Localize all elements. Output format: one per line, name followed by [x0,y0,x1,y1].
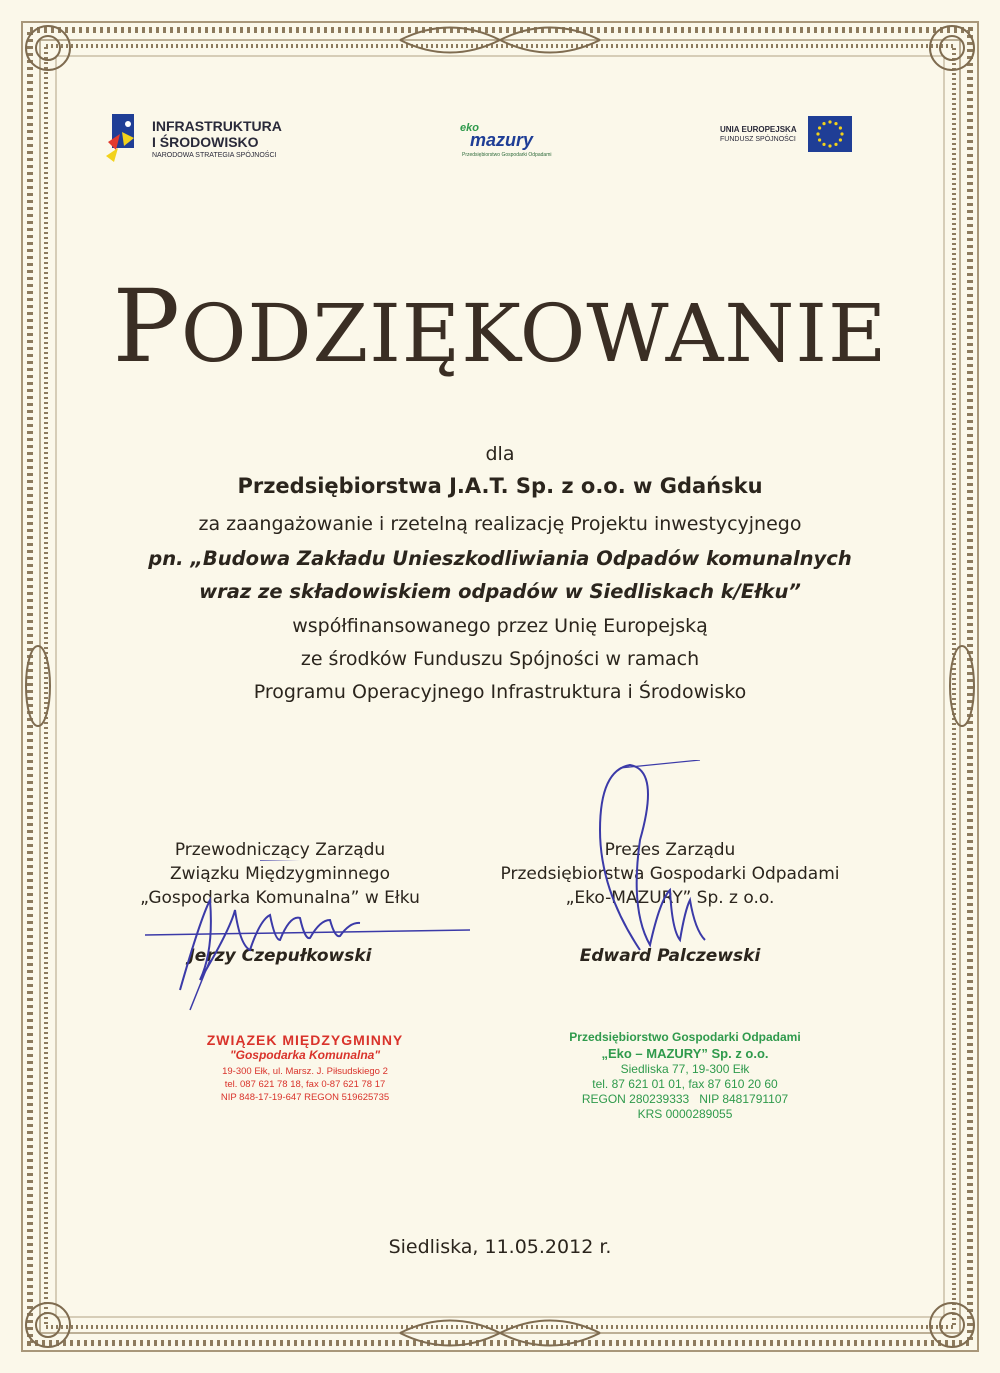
body-line-6: współfinansowanego przez Unię Europejską [292,615,708,637]
stamp-right-line2: „Eko – MAZURY” Sp. z o.o. [601,1046,769,1061]
stamp-right-line1: Przedsiębiorstwo Gospodarki Odpadami [569,1030,801,1044]
eko-logo-sub: Przedsiębiorstwo Gospodarki Odpadami [462,152,552,158]
document-title [0,268,1000,385]
stamp-left-line4: tel. 087 621 78 18, fax 0-87 621 78 17 [224,1079,386,1090]
title-rest: ODZIĘKOWANIE [180,287,888,380]
signatory-left-name: Jerzy Czepułkowski [188,946,372,966]
recipient-name: Przedsiębiorstwa J.A.T. Sp. z o.o. w Gdańsku [237,474,763,498]
body-line-1: dla [485,443,515,465]
eu-logo [700,116,852,152]
signatory-right-name: Edward Palczewski [579,946,761,966]
signatory-left-line1: Przewodniczący Zarządu [174,840,386,860]
stamp-left-line2: "Gospodarka Komunalna" [229,1048,381,1062]
signatory-right-line3: „Eko-MAZURY” Sp. z o.o. [565,888,775,908]
body-line-5: wraz ze składowiskiem odpadów w Siedliskach k/Ełku” [199,580,801,603]
eu-flag-icon [808,116,852,152]
body-line-7: ze środków Funduszu Spójności w ramach [300,648,700,670]
infrastruktura-emblem-icon [104,112,148,164]
stamp-left-line3: 19-300 Ełk, ul. Marsz. J. Piłsudskiego 2 [222,1066,388,1077]
body-line-3: za zaangażowanie i rzetelną realizację Projektu inwestycyjnego [198,513,802,535]
signature-left [140,860,500,1020]
eko-mazury-logo [456,122,552,162]
infrastruktura-logo [104,112,304,172]
signatory-left-line3: „Gospodarka Komunalna” w Ełku [140,888,420,908]
signatory-right-line2: Przedsiębiorstwa Gospodarki Odpadami [500,864,840,884]
issue-date: Siedliska, 11.05.2012 r. [388,1236,612,1258]
infra-line2: I ŚRODOWISKO [152,134,259,150]
stamp-right-line4: tel. 87 621 01 01, fax 87 610 20 60 [592,1077,778,1091]
body-line-8: Programu Operacyjnego Infrastruktura i Środowisko [253,681,747,703]
signatory-left-line2: Związku Międzygminnego [169,864,390,884]
title-initial: P [112,268,181,385]
signature-right [560,760,760,960]
body-line-4: pn. „Budowa Zakładu Unieszkodliwiania Odpadów komunalnych [148,547,852,570]
eu-line1: UNIA EUROPEJSKA [720,125,797,134]
eu-line2: FUNDUSZ SPÓJNOŚCI [720,136,796,143]
stamp-right [520,1030,850,1121]
stamp-left [170,1032,440,1103]
stamp-right-line6: KRS 0000289055 [637,1107,733,1121]
eko-logo-top: eko [460,122,479,134]
signatory-right-line1: Prezes Zarządu [604,840,736,860]
stamp-left-line5: NIP 848-17-19-647 REGON 519625735 [220,1092,390,1103]
infra-line1: INFRASTRUKTURA [152,118,282,134]
stamp-right-line3: Siedliska 77, 19-300 Ełk [620,1062,750,1076]
eko-logo-main: mazury [470,130,534,150]
stamp-right-line5: REGON 280239333 NIP 8481791107 [581,1092,789,1106]
stamp-left-line1: ZWIĄZEK MIĘDZYGMINNY [206,1032,404,1048]
infra-line3: NARODOWA STRATEGIA SPÓJNOŚCI [152,152,277,159]
